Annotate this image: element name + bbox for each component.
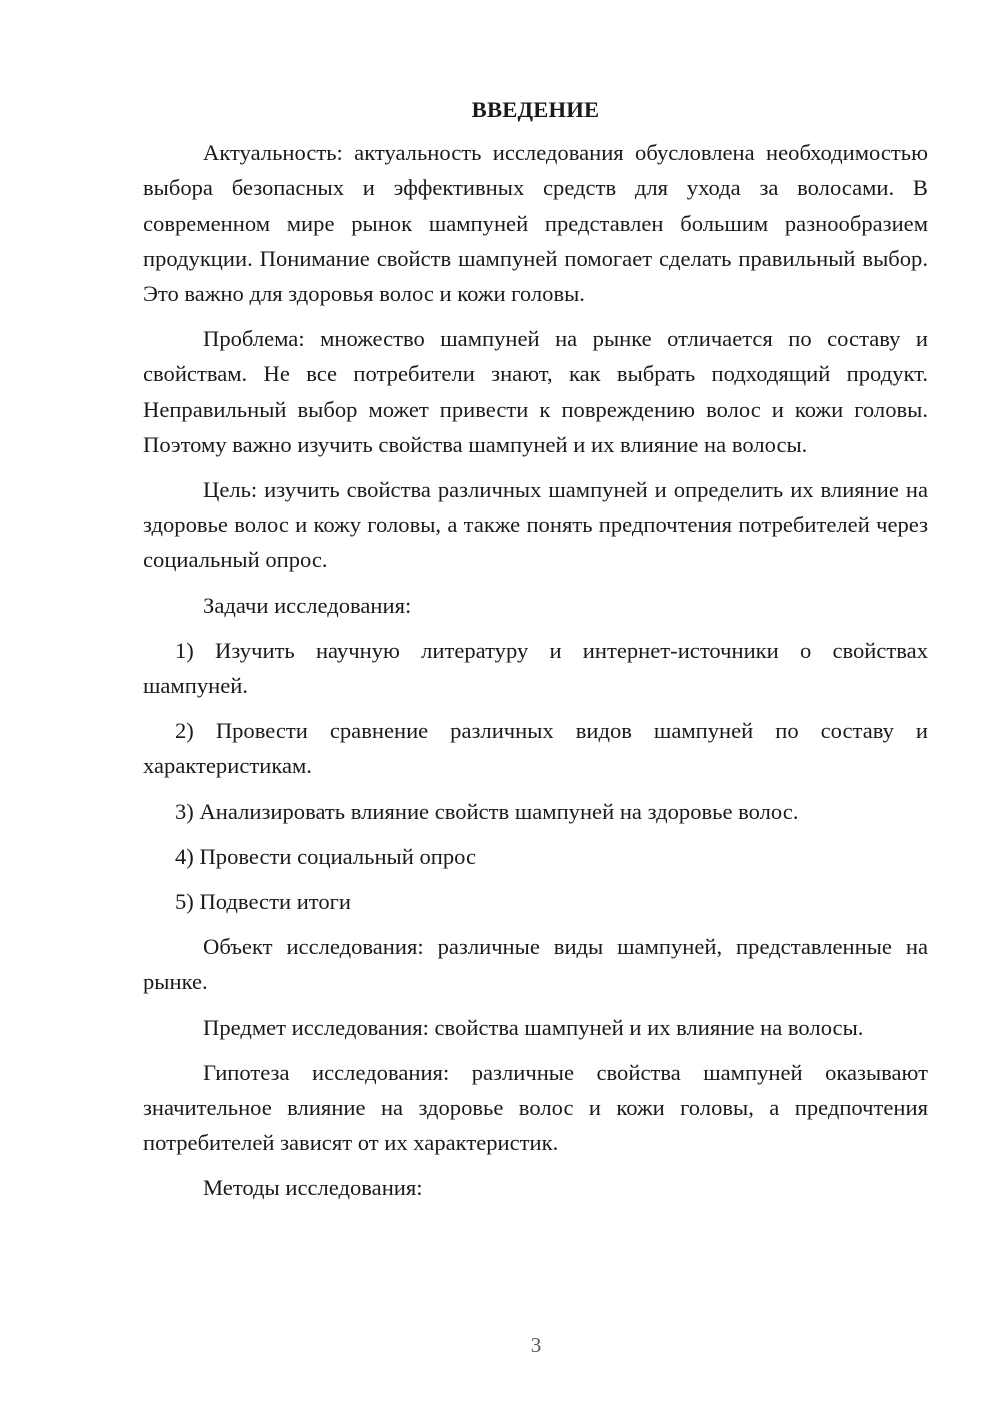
task-item-1: 1) Изучить научную литературу и интернет-источники о свойствах шампуней. xyxy=(143,637,928,699)
section-title: ВВЕДЕНИЕ xyxy=(471,97,600,122)
tasks-heading: Задачи исследования: xyxy=(203,592,412,618)
task-item-5: 5) Подвести итоги xyxy=(175,889,352,915)
methods-heading: Методы исследования: xyxy=(203,1175,423,1201)
goal-paragraph: Цель: изучить свойства различных шампуней и определить их влияние на здоровье волос и кожу головы, а также понять предпочтения потребителей через социальный опрос. xyxy=(143,477,928,573)
task-item-2: 2) Провести сравнение различных видов шампуней по составу и характеристикам. xyxy=(143,718,928,779)
task-item-3: 3) Анализировать влияние свойств шампуней на здоровье волос. xyxy=(175,798,799,824)
tasks-list xyxy=(143,633,928,919)
hypothesis-paragraph: Гипотеза исследования: различные свойства шампуней оказывают значительное влияние на здоровье волос и кожи головы, а предпочтения потребителей зависят от их характеристик. xyxy=(143,1059,928,1156)
object-paragraph: Объект исследования: различные виды шампуней, представленные на рынке. xyxy=(143,934,928,995)
page-number: 3 xyxy=(530,1333,542,1357)
problem-paragraph: Проблема: множество шампуней на рынке отличается по составу и свойствам. Не все потребители знают, как выбрать подходящий продукт. Неправильный выбор может привести к повреждению волос и кожи головы. Поэтому важно изучить свойства шампуней и их влияние на волосы. xyxy=(143,326,928,457)
document-page xyxy=(143,92,928,1216)
subject-paragraph: Предмет исследования: свойства шампуней и их влияние на волосы. xyxy=(203,1014,864,1040)
task-item-4: 4) Провести социальный опрос xyxy=(175,843,477,869)
relevance-paragraph: Актуальность: актуальность исследования обусловлена необходимостью выбора безопасных и эффективных средств для ухода за волосами. В современном мире рынок шампуней представлен большим разнообразием продукции. Понимание свойств шампуней помогает сделать правильный выбор. Это важно для здоровья волос и кожи головы. xyxy=(143,140,928,307)
